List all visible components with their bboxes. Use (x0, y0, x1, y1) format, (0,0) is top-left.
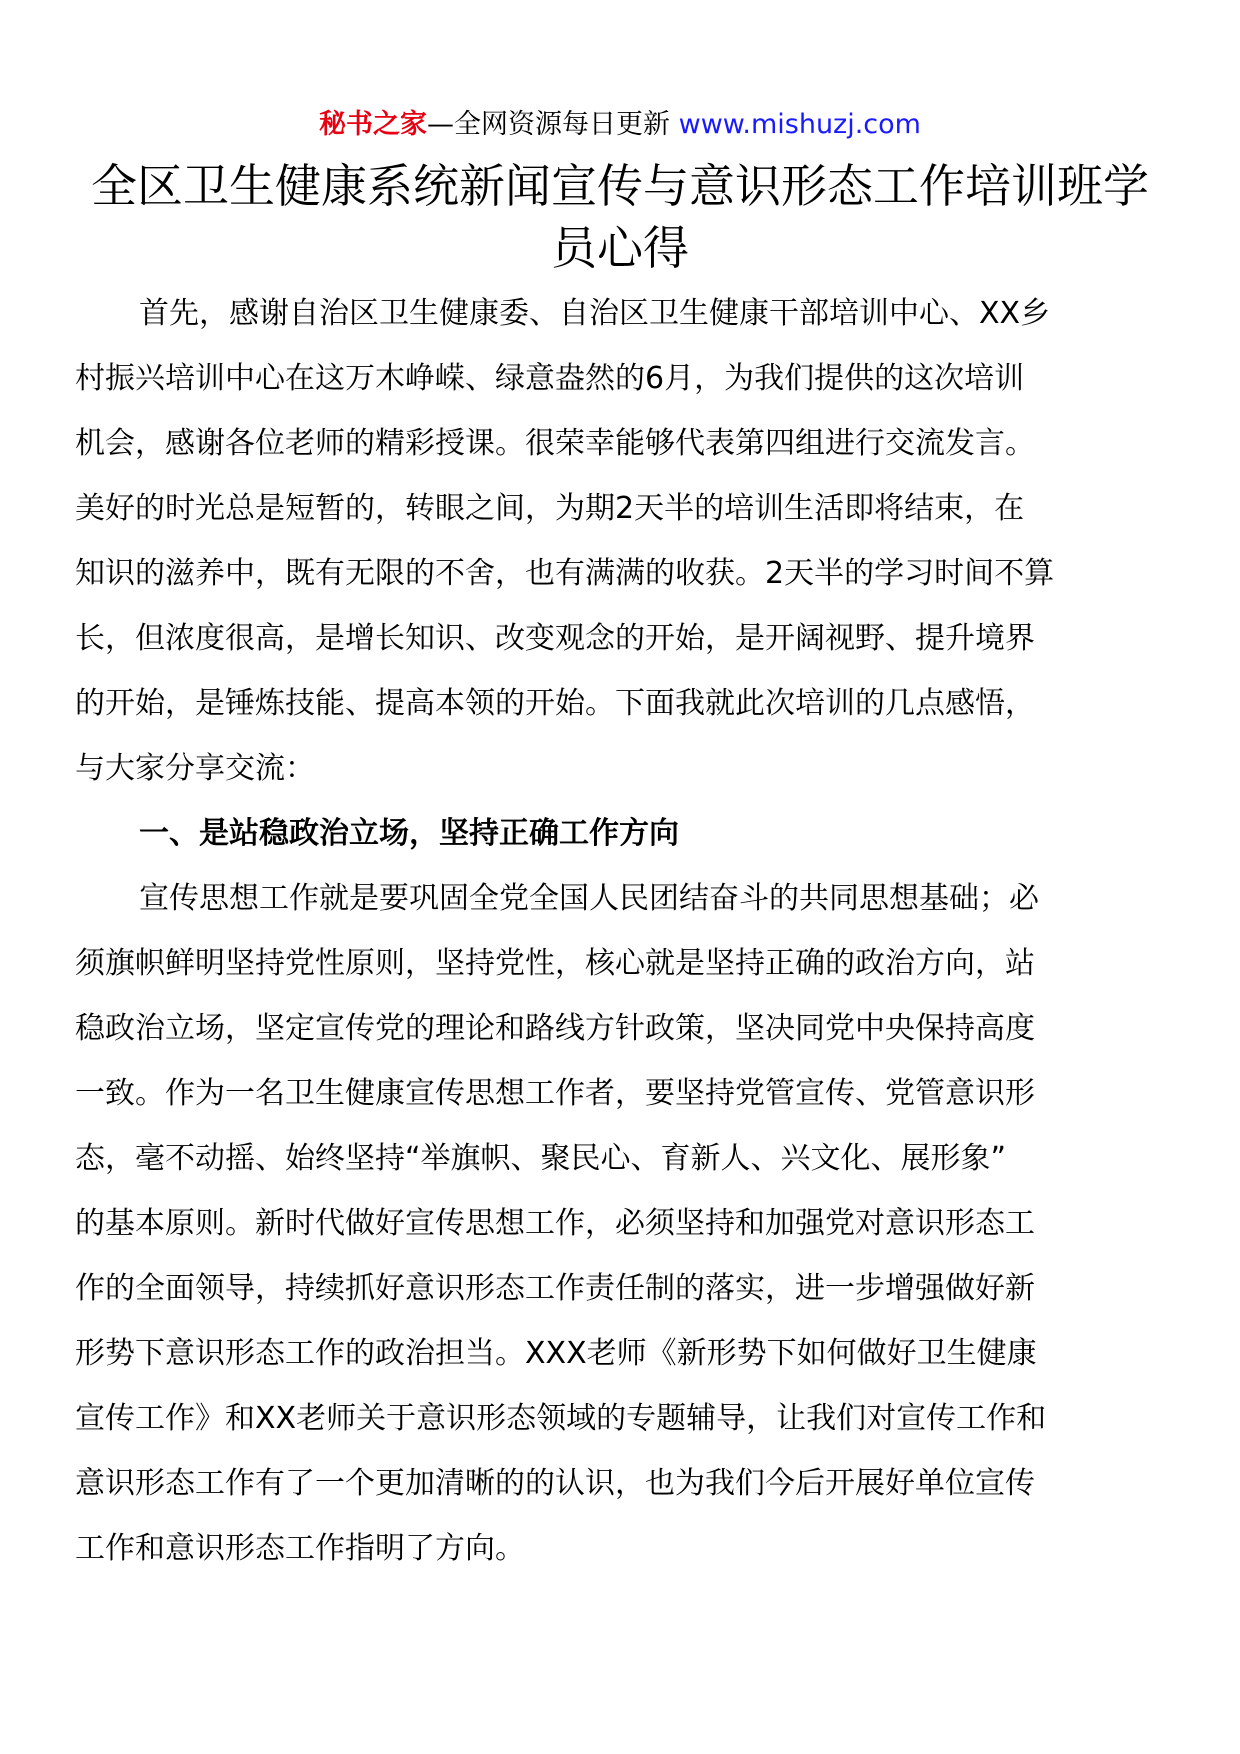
text-line: 态，毫不动摇、始终坚持“举旗帜、聚民心、育新人、兴文化、展形象” (75, 1141, 1007, 1176)
site-header (75, 95, 1165, 155)
document-page (75, 95, 1165, 1581)
document-body (75, 281, 1165, 1581)
text-line: 形势下意识形态工作的政治担当。XXX老师《新形势下如何做好卫生健康 (75, 1336, 1037, 1371)
text-line: 村振兴培训中心在这万木峥嵘、绿意盎然的6月，为我们提供的这次培训 (75, 361, 1025, 396)
text-line: 须旗帜鲜明坚持党性原则，坚持党性，核心就是坚持正确的政治方向，站 (75, 946, 1035, 981)
text-line: 首先，感谢自治区卫生健康委、自治区卫生健康干部培训中心、XX乡 (139, 296, 1051, 331)
text-line: 知识的滋养中，既有无限的不舍，也有满满的收获。2天半的学习时间不算 (75, 556, 1055, 591)
text-line: 工作和意识形态工作指明了方向。 (75, 1531, 525, 1566)
text-line: 意识形态工作有了一个更加清晰的的认识，也为我们今后开展好单位宣传 (75, 1466, 1035, 1501)
text-line: 美好的时光总是短暂的，转眼之间，为期2天半的培训生活即将结束，在 (75, 491, 1025, 526)
brand-name: 秘书之家 (319, 109, 428, 140)
intro-paragraph (75, 281, 1165, 801)
text-line: 宣传工作》和XX老师关于意识形态领域的专题辅导，让我们对宣传工作和 (75, 1401, 1047, 1436)
site-url-link[interactable]: www.mishuzj.com (678, 109, 921, 140)
text-line: 机会，感谢各位老师的精彩授课。很荣幸能够代表第四组进行交流发言。 (75, 426, 1035, 461)
text-line: 的基本原则。新时代做好宣传思想工作，必须坚持和加强党对意识形态工 (75, 1206, 1035, 1241)
text-line: 的开始，是锤炼技能、提高本领的开始。下面我就此次培训的几点感悟， (75, 686, 1035, 721)
text-line: 宣传思想工作就是要巩固全党全国人民团结奋斗的共同思想基础；必 (139, 881, 1039, 916)
text-line: 稳政治立场，坚定宣传党的理论和路线方针政策，坚决同党中央保持高度 (75, 1011, 1035, 1046)
section-1-paragraph (75, 866, 1165, 1581)
document-title (75, 155, 1165, 279)
section-heading-1: 一、是站稳政治立场，坚持正确工作方向 (139, 816, 679, 851)
text-line: 与大家分享交流： (75, 751, 315, 786)
title-line-1: 全区卫生健康系统新闻宣传与意识形态工作培训班学 (91, 159, 1149, 213)
header-tagline: —全网资源每日更新 (427, 109, 671, 140)
title-line-2: 员心得 (551, 221, 689, 275)
text-line: 一致。作为一名卫生健康宣传思想工作者，要坚持党管宣传、党管意识形 (75, 1076, 1035, 1111)
text-line: 长，但浓度很高，是增长知识、改变观念的开始，是开阔视野、提升境界 (75, 621, 1035, 656)
text-line: 作的全面领导，持续抓好意识形态工作责任制的落实，进一步增强做好新 (75, 1271, 1035, 1306)
